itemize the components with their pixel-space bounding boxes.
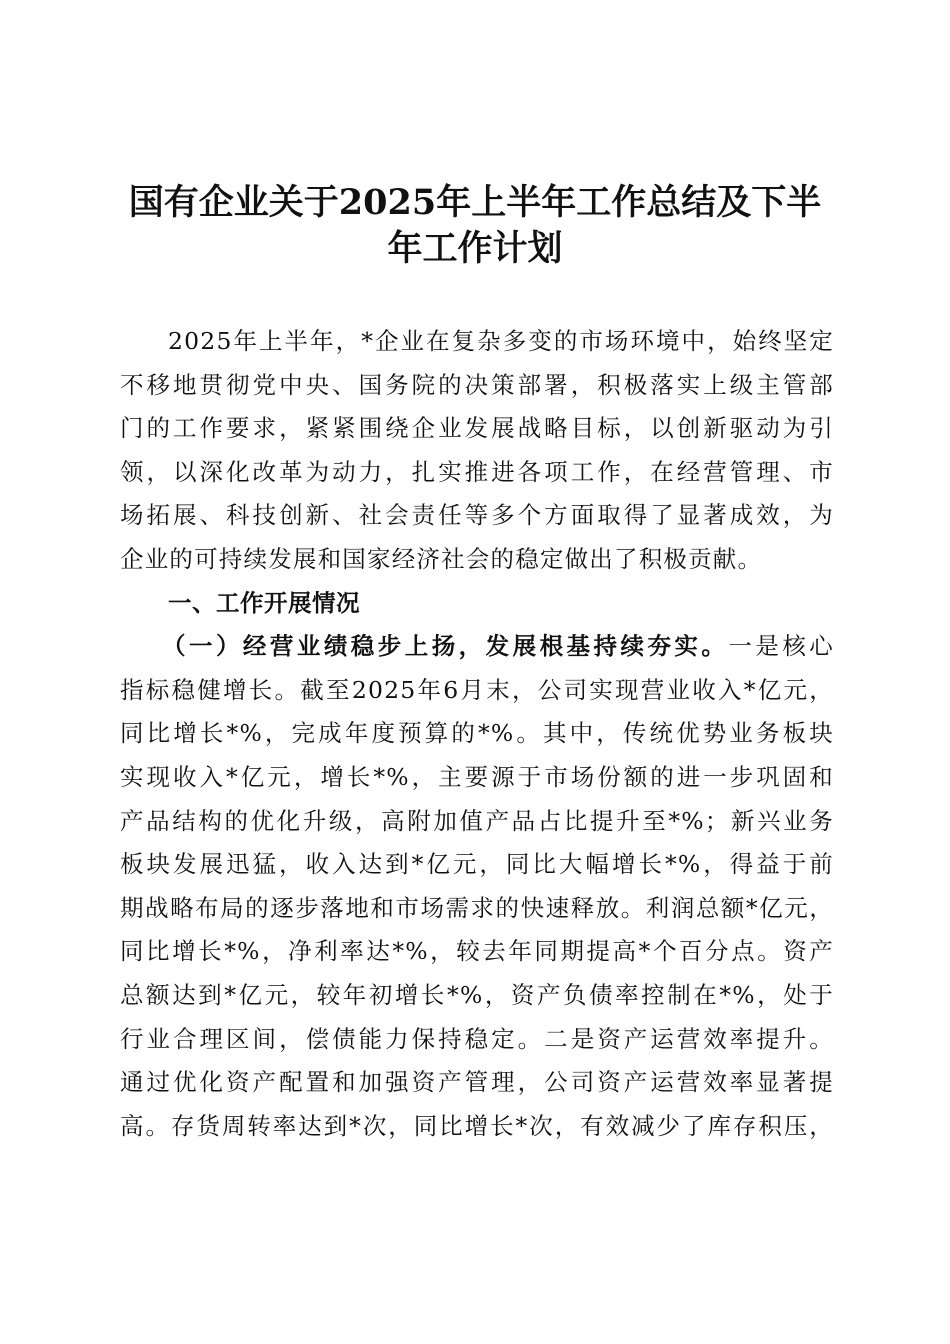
body-line: 高。存货周转率达到*次，同比增长*次，有效减少了库存积压， (120, 1111, 834, 1140)
body-line: 产品结构的优化升级，高附加值产品占比提升至*%；新兴业务 (120, 806, 834, 835)
body-line: 期战略布局的逐步落地和市场需求的快速释放。利润总额*亿元， (120, 893, 834, 922)
body-line: 总额达到*亿元，较年初增长*%，资产负债率控制在*%，处于 (120, 980, 834, 1009)
document-body (120, 320, 834, 1148)
body-line: 同比增长*%，净利率达*%，较去年同期提高*个百分点。资产 (120, 937, 834, 966)
intro-line: 2025年上半年，*企业在复杂多变的市场环境中，始终坚定 (168, 327, 834, 355)
intro-line: 不移地贯彻党中央、国务院的决策部署，积极落实上级主管部 (120, 370, 834, 399)
title-line: 年工作计划 (387, 228, 563, 269)
subsection-first-line-rest: 一是核心 (728, 632, 834, 661)
body-line: 同比增长*%，完成年度预算的*%。其中，传统优势业务板块 (120, 719, 834, 748)
intro-line: 领，以深化改革为动力，扎实推进各项工作，在经营管理、市 (120, 457, 834, 486)
subsection-first-line (120, 625, 834, 669)
body-line: 板块发展迅猛，收入达到*亿元，同比大幅增长*%，得益于前 (120, 850, 834, 879)
intro-line: 门的工作要求，紧紧围绕企业发展战略目标，以创新驱动为引 (120, 414, 834, 443)
title-line: 国有企业关于2025年上半年工作总结及下半 (128, 182, 822, 223)
body-line: 行业合理区间，偿债能力保持稳定。二是资产运营效率提升。 (120, 1024, 834, 1053)
intro-line: 场拓展、科技创新、社会责任等多个方面取得了显著成效，为 (120, 501, 834, 530)
subsection-title: （一）经营业绩稳步上扬，发展根基持续夯实。 (162, 632, 729, 661)
body-line: 实现收入*亿元，增长*%，主要源于市场份额的进一步巩固和 (120, 762, 834, 791)
body-line: 指标稳健增长。截至2025年6月末，公司实现营业收入*亿元， (120, 675, 834, 704)
intro-line: 企业的可持续发展和国家经济社会的稳定做出了积极贡献。 (120, 544, 763, 573)
section-heading: 一、工作开展情况 (168, 588, 360, 617)
body-line: 通过优化资产配置和加强资产管理，公司资产运营效率显著提 (120, 1068, 834, 1097)
document-title (100, 180, 850, 272)
